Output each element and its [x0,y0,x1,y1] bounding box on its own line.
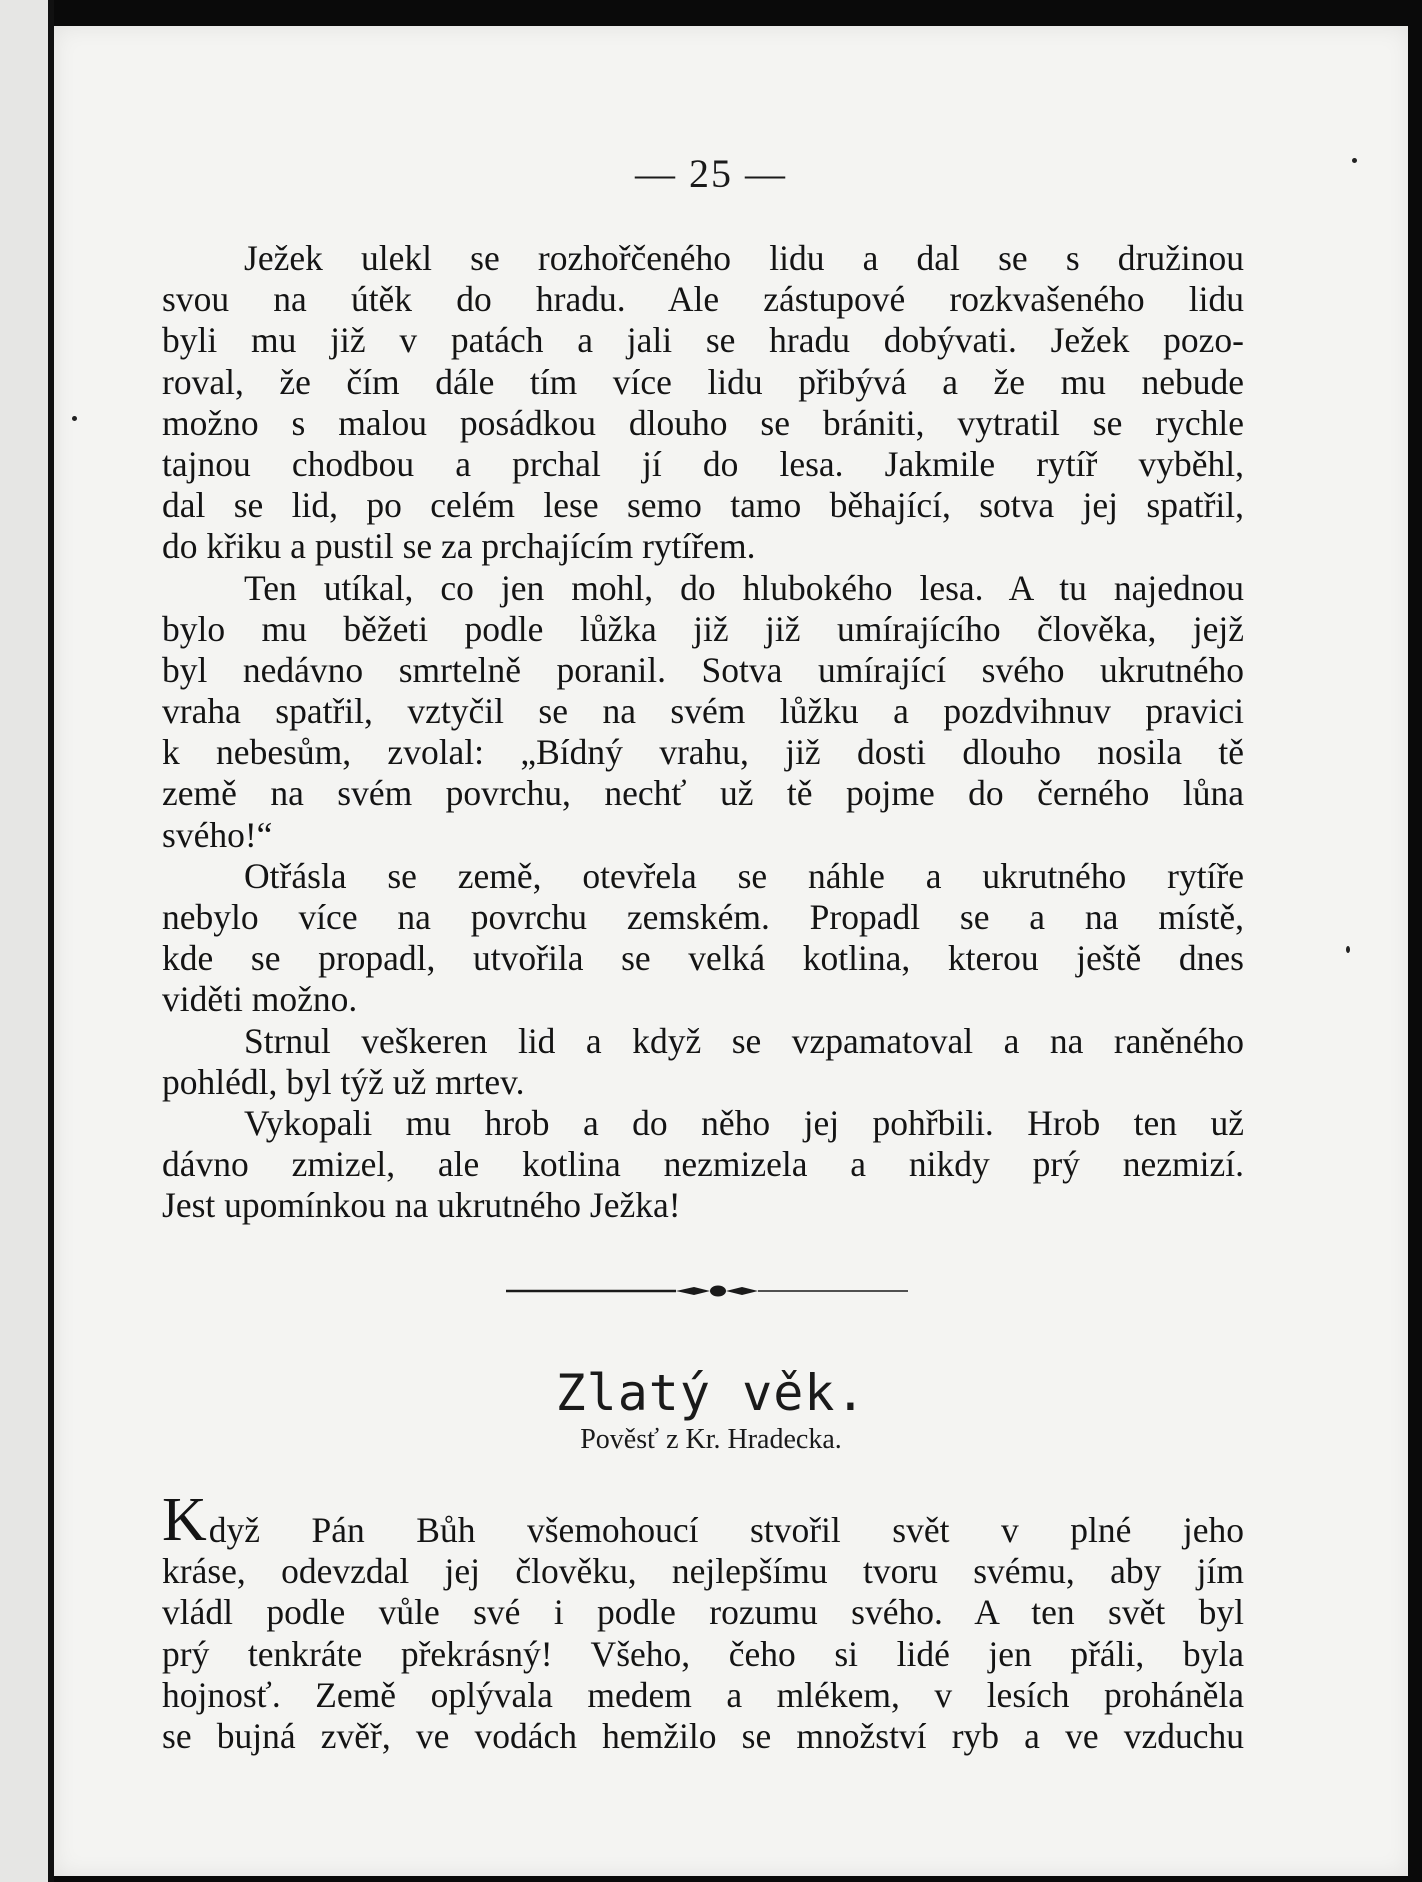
text-line: bylo mu běžeti podle lůžka již již umírajícího člověka, jejž [162,608,1244,649]
story-one-text [162,238,1244,1227]
story-title: Zlatý věk. [555,1364,867,1422]
scan-left-margin [0,0,54,1882]
drop-cap-letter: K [162,1486,207,1554]
text-line: Ten utíkal, co jen mohl, do hlubokého lesa. A tu najednou [244,567,1244,608]
text-line: viděti možno. [162,979,358,1020]
text-line: svého!“ [162,814,273,855]
text-line: tajnou chodbou a prchal jí do lesa. Jakmile rytíř vyběhl, [162,443,1244,484]
scan-right-edge [1408,0,1422,1882]
text-line: možno s malou posádkou dlouho se brániti, vytratil se rychle [162,402,1244,443]
text-line: se bujná zvěř, ve vodách hemžilo se množství ryb a ve vzduchu [162,1715,1244,1756]
text-line-first [162,1486,1244,1554]
text-line: země na svém povrchu, nechť už tě pojme do černého lůna [162,773,1244,814]
text-line: dávno zmizel, ale kotlina nezmizela a nikdy prý nezmizí. [162,1144,1244,1185]
text-line: kde se propadl, utvořila se velká kotlina, kterou ještě dnes [162,938,1244,979]
story-two-text [162,1486,1244,1757]
text-line: vládl podle vůle své i podle rozumu svého. A ten svět byl [162,1592,1244,1633]
text-line: Strnul veškeren lid a když se vzpamatoval a na raněného [244,1020,1244,1061]
text-line: byli mu již v patách a jali se hradu dobývati. Ježek pozo- [162,320,1244,361]
scan-speck [72,416,77,421]
text-line: svou na útěk do hradu. Ale zástupové rozkvašeného lidu [162,279,1244,320]
first-line-text: dyž Pán Bůh všemohoucí stvořil svět v plné jeho [208,1510,1244,1550]
text-line: Ježek ulekl se rozhořčeného lidu a dal se s družinou [244,238,1244,278]
scan-speck [1346,946,1350,953]
text-line: prý tenkráte překrásný! Všeho, čeho si lidé jen přáli, byla [162,1633,1244,1674]
page-number: — 25 — [635,151,787,196]
text-line: hojnosť. Země oplývala medem a mlékem, v lesích proháněla [162,1674,1244,1715]
text-line: dal se lid, po celém lese semo tamo běhající, sotva jej spatřil, [162,485,1244,526]
section-divider-ornament [506,1283,908,1299]
text-line: nebylo více na povrchu zemském. Propadl se a na místě, [162,897,1244,937]
text-line: byl nedávno smrtelně poranil. Sotva umírající svého ukrutného [162,649,1244,690]
text-line: Otřásla se země, otevřela se náhle a ukrutného rytíře [244,855,1244,896]
text-line: k nebesům, zvolal: „Bídný vrahu, již dosti dlouho nosila tě [162,732,1244,773]
text-line: Jest upomínkou na ukrutného Ježka! [162,1185,681,1226]
text-line: pohlédl, byl týž už mrtev. [162,1061,525,1102]
text-line: Vykopali mu hrob a do něho jej pohřbili. Hrob ten už [244,1102,1244,1143]
text-line: kráse, odevzdal jej člověku, nejlepšímu tvoru svému, aby jím [162,1551,1244,1592]
text-line: do křiku a pustil se za prchajícím rytířem. [162,526,756,567]
story-subtitle: Pověsť z Kr. Hradecka. [580,1424,842,1455]
text-line: vraha spatřil, vztyčil se na svém lůžku a pozdvihnuv pravici [162,691,1244,732]
text-line: roval, že čím dále tím více lidu přibývá a že mu nebude [162,361,1244,402]
